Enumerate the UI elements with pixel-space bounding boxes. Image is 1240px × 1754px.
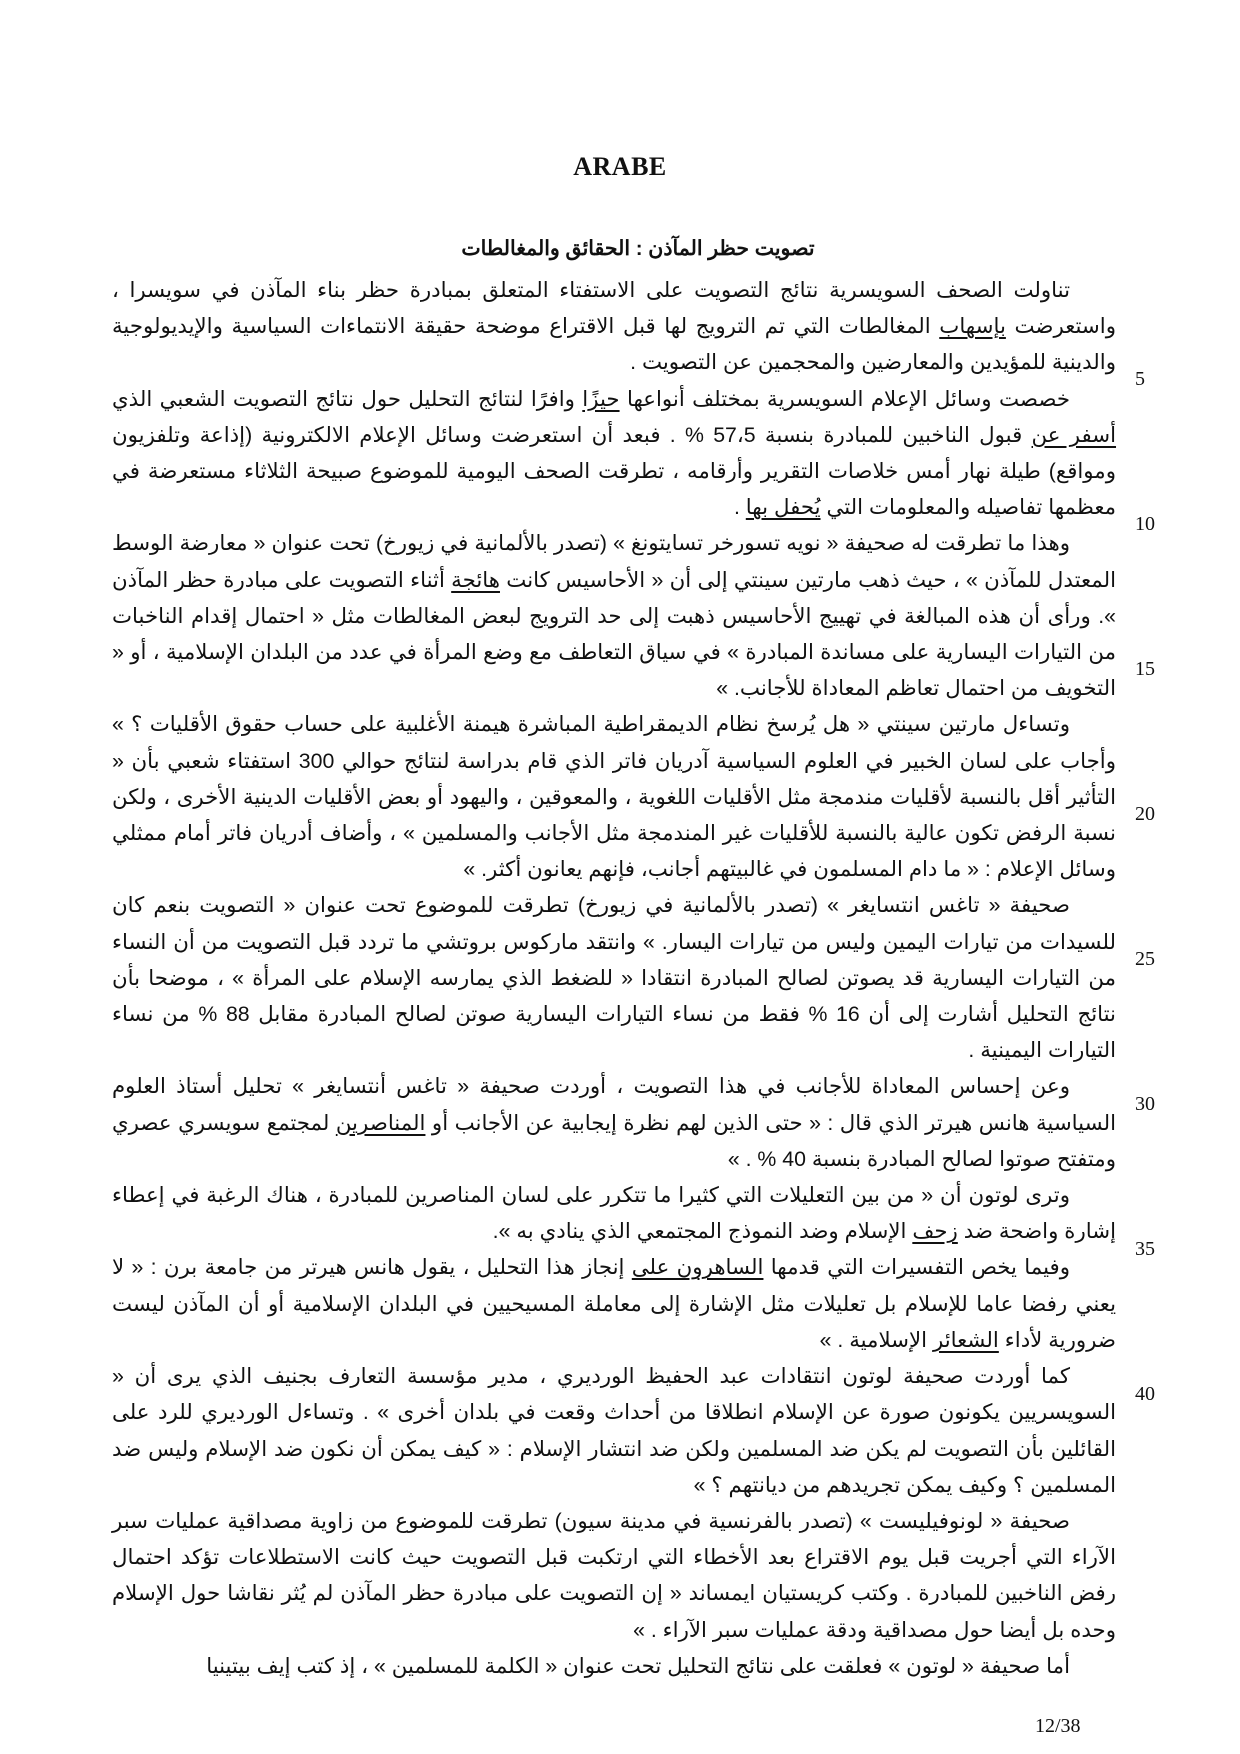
underlined-word: الشعائر (932, 1327, 999, 1352)
paragraph (112, 887, 1116, 1068)
page-number: 12/38 (1035, 1715, 1081, 1737)
paragraph (112, 1648, 1116, 1684)
paragraph (112, 1177, 1116, 1249)
text-run: لمجتمع سويسري عصري ومتفتح صوتوا لصالح المبادرة بنسبة 40 % . » (112, 1110, 1116, 1171)
text-run: صحيفة « تاغس انتسايغر » (تصدر بالألمانية في زيورخ) تطرقت للموضوع تحت عنوان « التصويت بنعم كان للسيدات من تيارات اليمين وليس من تيارات اليسار. » وانتقد ماركوس بروتشي ما تردد قبل التصويت من أن النساء من التيارات اليسارية قد يصوتن لصالح المبادرة انتقادا « للضغط الذي يمارسه الإسلام على المرأة » ، موضحا بأن نتائج التحليل أشارت إلى أن 16 % فقط من نساء التيارات اليسارية صوتن لصالح المبادرة مقابل 88 % من نساء التيارات اليمينية . (112, 893, 1116, 1063)
text-run: وافرًا لنتائج التحليل حول نتائج التصويت الشعبي الذي (112, 386, 583, 411)
underlined-word: زحف (912, 1219, 958, 1244)
underlined-word: أسفر عن (1031, 422, 1117, 447)
text-run: أثناء التصويت على مبادرة حظر المآذن ». ورأى أن هذه المبالغة في تهييج الأحاسيس ذهبت إلى حد الترويج لبعض المغالطات مثل « احتمال إقدام الناخبات من التيارات اليسارية على مساندة المبادرة » في سياق التعاطف مع وضع المرأة في عدد من البلدان الإسلامية ، أو « التخويف من احتمال تعاظم المعاداة للأجانب. » (112, 567, 1116, 701)
paragraph (112, 381, 1116, 526)
line-number: 30 (1135, 1093, 1155, 1115)
text-run: وفيما يخص التفسيرات التي قدمها (763, 1255, 1070, 1280)
underlined-word: الساهرون على (631, 1255, 764, 1280)
paragraph (112, 272, 1116, 381)
paragraph (112, 1503, 1116, 1648)
line-number: 35 (1135, 1238, 1155, 1260)
line-number: 40 (1135, 1383, 1155, 1405)
paragraph (112, 1068, 1116, 1177)
article-body (112, 272, 1116, 1684)
line-number: 5 (1135, 368, 1145, 390)
paragraph (112, 525, 1116, 706)
text-run: وتساءل مارتين سينتي « هل يُرسخ نظام الديمقراطية المباشرة هيمنة الأغلبية على حساب حقوق الأقليات ؟ » وأجاب على لسان الخبير في العلوم السياسية آدريان فاتر الذي قام بدراسة لنتائج حوالي 300 استفتاء شعبي بأن « التأثير أقل بالنسبة لأقليات مندمجة مثل الأقليات اللغوية ، والمعوقين ، واليهود أو بعض الأقليات الدينية الأخرى ، ولكن نسبة الرفض تكون عالية بالنسبة للأقليات غير المندمجة مثل الأجانب والمسلمين » ، وأضاف أدريان فاتر أمام ممثلي وسائل الإعلام : « ما دام المسلمون في غالبيتهم أجانب، فإنهم يعانون أكثر. » (112, 712, 1116, 882)
section-title: ARABE (573, 152, 667, 181)
text-run: وعن إحساس المعاداة للأجانب في هذا التصويت ، أوردت صحيفة « تاغس أنتسايغر » تحليل أستاذ العلوم السياسية هانس هيرتر الذي قال : « حتى الذين لهم نظرة إيجابية عن الأجانب أو (112, 1074, 1116, 1135)
text-run: المغالطات التي تم الترويج لها قبل الاقتراع موضحة حقيقة الانتماءات السياسية والإيديولوجية والدينية للمؤيدين والمعارضين والمحجمين عن التصويت . (112, 314, 1116, 375)
text-run: الإسلامية . » (819, 1327, 933, 1352)
text-run: صحيفة « لونوفيليست » (تصدر بالفرنسية في مدينة سيون) تطرقت للموضوع من زاوية مصداقية عمليات سبر الآراء التي أجريت قبل يوم الاقتراع بعد الأخطاء التي ارتكبت قبل التصويت حيث كانت الاستطلاعات تؤكد احتمال رفض الناخبين للمبادرة . وكتب كريستيان ايمساند « إن التصويت على مبادرة حظر المآذن لم يُثر نقاشا حول الإسلام وحده بل أيضا حول مصداقية ودقة عمليات سبر الآراء . » (112, 1508, 1116, 1642)
line-number: 20 (1135, 803, 1155, 825)
text-run: قبول الناخبين للمبادرة بنسبة 57،5 % . فبعد أن استعرضت وسائل الإعلام الالكترونية (إذاعة وتلفزيون ومواقع) طيلة نهار أمس خلاصات التقرير وأرقامه ، تطرقت الصحف اليومية للموضوع صبيحة الثلاثاء مستعرضة في معظمها تفاصيله والمعلومات التي (112, 422, 1116, 520)
text-run: تناولت الصحف السويسرية نتائج التصويت على الاستفتاء المتعلق بمبادرة حظر بناء المآذن في سويسرا ، واستعرضت (112, 278, 1116, 339)
text-run: الإسلام وضد النموذج المجتمعي الذي ينادي به ». (492, 1219, 913, 1244)
paragraph (112, 706, 1116, 887)
text-run: . (733, 495, 746, 520)
underlined-word: المناصرين (335, 1110, 426, 1135)
line-number: 15 (1135, 658, 1155, 680)
underlined-word: يُحفل بها (745, 495, 821, 520)
text-run: وهذا ما تطرقت له صحيفة « نويه تسورخر تسايتونغ » (تصدر بالألمانية في زيورخ) تحت عنوان « معارضة الوسط المعتدل للمآذن » ، حيث ذهب مارتين سينتي إلى أن « الأحاسيس كانت (112, 531, 1116, 592)
paragraph (112, 1358, 1116, 1503)
underlined-word: حيزًا (582, 386, 620, 411)
underlined-word: هائجة (451, 567, 500, 592)
paragraph (112, 1249, 1116, 1358)
line-number: 10 (1135, 513, 1155, 535)
text-run: كما أوردت صحيفة لوتون انتقادات عبد الحفيظ الورديري ، مدير مؤسسة التعارف بجنيف الذي يرى أن « السويسريين يكونون صورة عن الإسلام انطلاقا من أحداث وقعت في بلدان أخرى » . وتساءل الورديري للرد على القائلين بأن التصويت لم يكن ضد المسلمين ولكن ضد انتشار الإسلام : « كيف يمكن أن نكون ضد الإسلام وليس ضد المسلمين ؟ وكيف يمكن تجريدهم من ديانتهم ؟ » (112, 1364, 1116, 1497)
text-run: خصصت وسائل الإعلام السويسرية بمختلف أنواعها (619, 386, 1070, 411)
text-run: أما صحيفة « لوتون » فعلقت على نتائج التحليل تحت عنوان « الكلمة للمسلمين » ، إذ كتب إيف بيتينيا (206, 1653, 1070, 1678)
text-run: وترى لوتون أن « من بين التعليلات التي كثيرا ما تتكرر على لسان المناصرين للمبادرة ، هناك الرغبة في إعطاء إشارة واضحة ضد (112, 1183, 1116, 1244)
line-number: 25 (1135, 948, 1155, 970)
underlined-word: بإسهاب (939, 314, 1006, 339)
article-title: تصويت حظر المآذن : الحقائق والمغالطات (461, 237, 815, 260)
text-run: إنجاز هذا التحليل ، يقول هانس هيرتر من جامعة برن : « لا يعني رفضا عاما للإسلام بل تعليلات مثل الإشارة إلى معاملة المسيحيين في البلدان الإسلامية أو أن المآذن ليست ضرورية لأداء (112, 1255, 1116, 1352)
